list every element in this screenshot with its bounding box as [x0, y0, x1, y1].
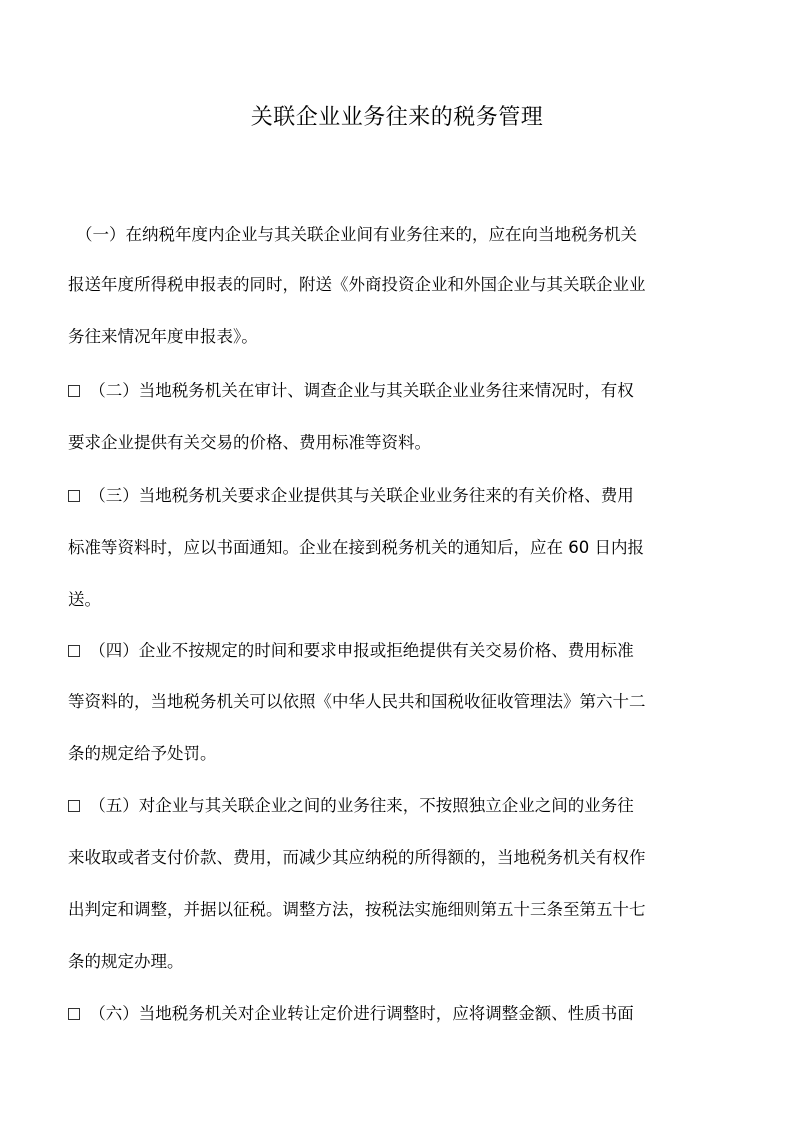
list-item: [68, 376, 634, 406]
list-item: [68, 999, 634, 1029]
checkbox-square-icon: [68, 645, 80, 657]
paragraph-line: 来收取或者支付价款、费用，而减少其应纳税的所得额的，当地税务机关有权作: [68, 848, 646, 867]
paragraph-line: 送。: [68, 590, 101, 609]
list-item: [68, 791, 634, 821]
checkbox-square-icon: [68, 490, 80, 502]
paragraph-line: （五）对企业与其关联企业之间的业务往来，不按照独立企业之间的业务往: [89, 796, 634, 815]
paragraph-line: 条的规定办理。: [68, 952, 184, 971]
list-item: [68, 636, 634, 666]
checkbox-square-icon: [68, 800, 80, 812]
paragraph-line: 出判定和调整，并据以征税。调整方法，按税法实施细则第五十三条至第五十七: [68, 900, 646, 919]
checkbox-square-icon: [68, 385, 80, 397]
paragraph-line: （一）在纳税年度内企业与其关联企业间有业务往来的，应在向当地税务机关: [76, 225, 637, 244]
paragraph-line: 标准等资料时，应以书面通知。企业在接到税务机关的通知后，应在 60 日内报: [68, 538, 644, 557]
paragraph-line: 要求企业提供有关交易的价格、费用标准等资料。: [68, 433, 431, 452]
paragraph-line: 等资料的，当地税务机关可以依照《中华人民共和国税收征收管理法》第六十二: [68, 692, 646, 711]
paragraph-line: 条的规定给予处罚。: [68, 744, 217, 763]
paragraph-line: 报送年度所得税申报表的同时，附送《外商投资企业和外国企业与其关联企业业: [68, 275, 646, 294]
document-title: 关联企业业务往来的税务管理: [250, 105, 544, 130]
paragraph-line: 务往来情况年度申报表》。: [68, 327, 258, 346]
paragraph-line: （二）当地税务机关在审计、调查企业与其关联企业业务往来情况时，有权: [89, 381, 634, 400]
paragraph-line: （六）当地税务机关对企业转让定价进行调整时，应将调整金额、性质书面: [89, 1004, 634, 1023]
paragraph-line: （三）当地税务机关要求企业提供其与关联企业业务往来的有关价格、费用: [89, 486, 634, 505]
checkbox-square-icon: [68, 1008, 80, 1020]
list-item: [68, 481, 634, 511]
paragraph-line: （四）企业不按规定的时间和要求申报或拒绝提供有关交易价格、费用标准: [89, 641, 634, 660]
